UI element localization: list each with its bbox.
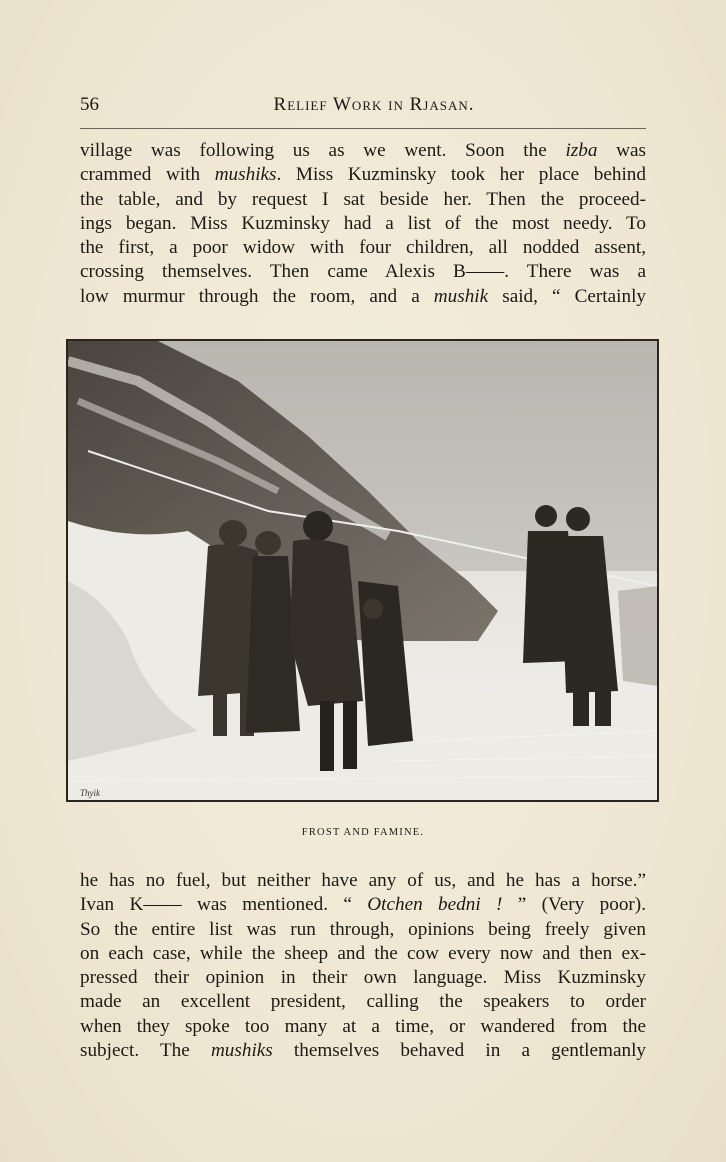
top-paragraph — [80, 139, 646, 309]
text-line: pressed their opinion in their own language. Miss Kuzminsky — [80, 967, 646, 989]
text-line: crossing themselves. Then came Alexis B——. There was a — [80, 261, 646, 283]
figure-caption: FROST AND FAMINE. — [301, 827, 425, 838]
text-line-part: crammed with — [80, 164, 215, 186]
text-line-part: said, “ Certainly — [488, 285, 647, 307]
text-line-part: village was following us as we went. Soon the — [80, 140, 566, 161]
text-line-part: ” (Very poor). — [502, 894, 646, 916]
text-line-part: Ivan K—— was mentioned. “ — [80, 894, 368, 916]
running-head — [80, 94, 646, 120]
text-line — [80, 163, 646, 187]
text-line: on each case, while the sheep and the cow every now and then ex- — [80, 942, 646, 964]
text-line: So the entire list was run through, opinions being freely given — [80, 918, 646, 940]
header-rule — [80, 128, 646, 129]
italic-word: mushik — [433, 285, 489, 307]
text-line: made an excellent president, calling the speakers to order — [80, 991, 646, 1013]
italic-word: mushiks — [214, 164, 277, 186]
page-number: 56 — [80, 94, 99, 115]
text-line-part: themselves behaved in a gentlemanly — [272, 1040, 646, 1062]
italic-word: mushiks — [210, 1040, 273, 1062]
text-line — [80, 139, 646, 163]
text-line — [80, 285, 646, 309]
photo-illustration — [66, 339, 659, 802]
text-line-part: low murmur through the room, and a — [80, 285, 434, 307]
text-line — [80, 893, 646, 917]
bottom-paragraph — [80, 869, 646, 1063]
text-line-part: subject. The — [80, 1040, 211, 1062]
italic-word: izba — [565, 140, 598, 161]
text-line — [80, 1039, 646, 1063]
text-line: the table, and by request I sat beside her. Then the proceed- — [80, 188, 646, 210]
text-line: ings began. Miss Kuzminsky had a list of the most needy. To — [80, 212, 646, 234]
text-line: he has no fuel, but neither have any of us, and he has a horse.” — [80, 870, 646, 891]
winter-scene-photo — [68, 341, 657, 800]
text-line: when they spoke too many at a time, or wandered from the — [80, 1015, 646, 1037]
running-title: Relief Work in Rjasan. — [273, 94, 475, 115]
text-line-part: . Miss Kuzminsky took her place behind — [276, 164, 646, 186]
text-line: the first, a poor widow with four children, all nodded assent, — [80, 237, 646, 259]
artist-signature: Thyik — [80, 788, 100, 798]
italic-word: Otchen bedni ! — [367, 894, 503, 916]
text-line-part: was — [597, 140, 647, 161]
